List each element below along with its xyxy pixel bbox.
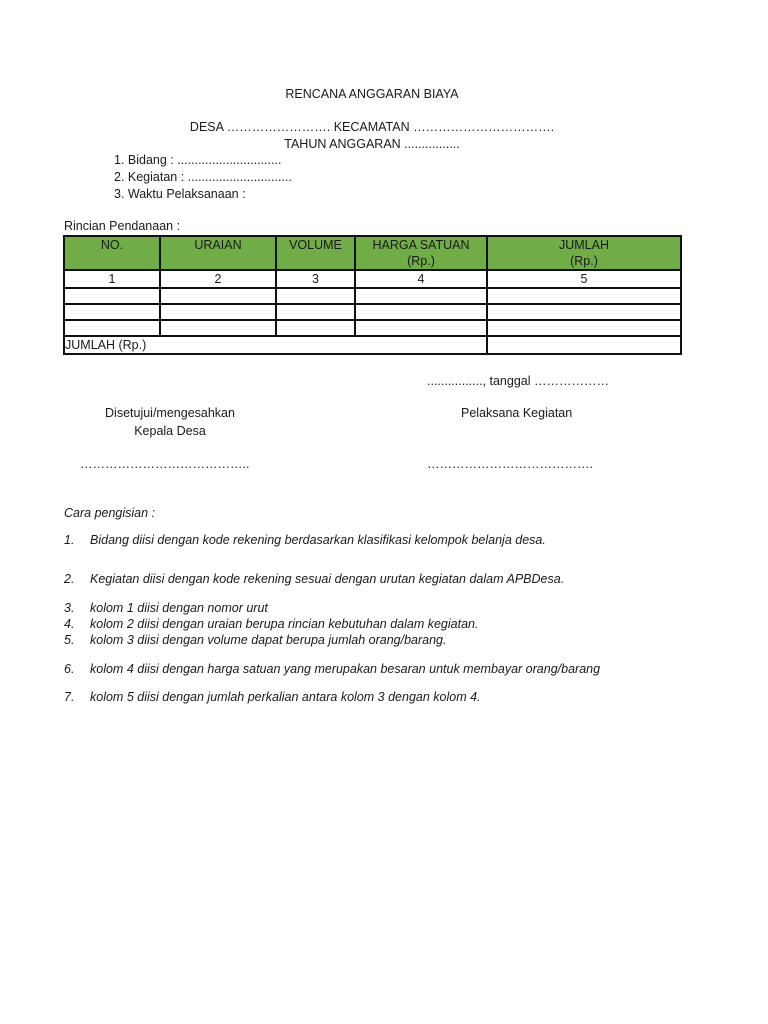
table-header-row: [64, 236, 681, 270]
table-cell: 3: [276, 270, 355, 288]
header-no: NO.: [64, 236, 160, 270]
executor-signature-line: ………………………………….: [427, 457, 593, 471]
instructions-heading: Cara pengisian :: [64, 506, 156, 520]
rincian-pendanaan-label: Rincian Pendanaan :: [64, 219, 181, 233]
table-cell: [487, 320, 681, 336]
table-cell: [487, 288, 681, 304]
table-cell: [160, 304, 276, 320]
header-uraian: URAIAN: [160, 236, 276, 270]
table-cell: 2: [160, 270, 276, 288]
table-cell: 4: [355, 270, 487, 288]
table-row: [64, 288, 681, 304]
table-cell: [276, 288, 355, 304]
document-title: RENCANA ANGGARAN BIAYA: [285, 87, 459, 101]
table-row: [64, 320, 681, 336]
field-bidang: 1. Bidang : ..............................: [114, 153, 282, 167]
header-harga-satuan: HARGA SATUAN (Rp.): [355, 236, 487, 270]
list-item: 3. kolom 1 diisi dengan nomor urut: [64, 601, 268, 615]
table-row: [64, 304, 681, 320]
table-cell: 5: [487, 270, 681, 288]
table-cell: [64, 320, 160, 336]
total-label: JUMLAH (Rp.): [64, 336, 487, 354]
header-volume: VOLUME: [276, 236, 355, 270]
total-value-cell: [487, 336, 681, 354]
table-cell: [355, 304, 487, 320]
approver-signature-line: …………………………………..: [80, 457, 250, 471]
table-cell: [160, 320, 276, 336]
table-cell: [64, 304, 160, 320]
table-cell: [160, 288, 276, 304]
list-item: 6. kolom 4 diisi dengan harga satuan yang merupakan besaran untuk membayar orang/barang: [64, 662, 601, 676]
column-number-row: [64, 270, 681, 288]
tahun-anggaran-line: TAHUN ANGGARAN ................: [284, 137, 460, 151]
header-jumlah: JUMLAH (Rp.): [487, 236, 681, 270]
budget-table: [63, 235, 682, 355]
field-waktu-pelaksanaan: 3. Waktu Pelaksanaan :: [114, 187, 246, 201]
place-date-line: ................, tanggal ………………: [427, 374, 609, 388]
field-kegiatan: 2. Kegiatan : ..............................: [114, 170, 292, 184]
list-item: 7. kolom 5 diisi dengan jumlah perkalian antara kolom 3 dengan kolom 4.: [64, 690, 481, 704]
total-row: [64, 336, 681, 354]
table-cell: [276, 304, 355, 320]
table-cell: [487, 304, 681, 320]
table-cell: [276, 320, 355, 336]
executor-title: Pelaksana Kegiatan: [461, 406, 573, 420]
desa-kecamatan-line: DESA ……………………. KECAMATAN …………………………….: [189, 120, 555, 134]
list-item: 1. Bidang diisi dengan kode rekening berdasarkan klasifikasi kelompok belanja desa.: [64, 533, 546, 547]
table-cell: 1: [64, 270, 160, 288]
table-cell: [64, 288, 160, 304]
table-cell: [355, 288, 487, 304]
approver-title: Disetujui/mengesahkan: [105, 406, 235, 420]
list-item: 2. Kegiatan diisi dengan kode rekening sesuai dengan urutan kegiatan dalam APBDesa.: [64, 572, 565, 586]
list-item: 5. kolom 3 diisi dengan volume dapat berupa jumlah orang/barang.: [64, 633, 447, 647]
list-item: 4. kolom 2 diisi dengan uraian berupa rincian kebutuhan dalam kegiatan.: [64, 617, 479, 631]
approver-role: Kepala Desa: [134, 424, 206, 438]
table-cell: [355, 320, 487, 336]
